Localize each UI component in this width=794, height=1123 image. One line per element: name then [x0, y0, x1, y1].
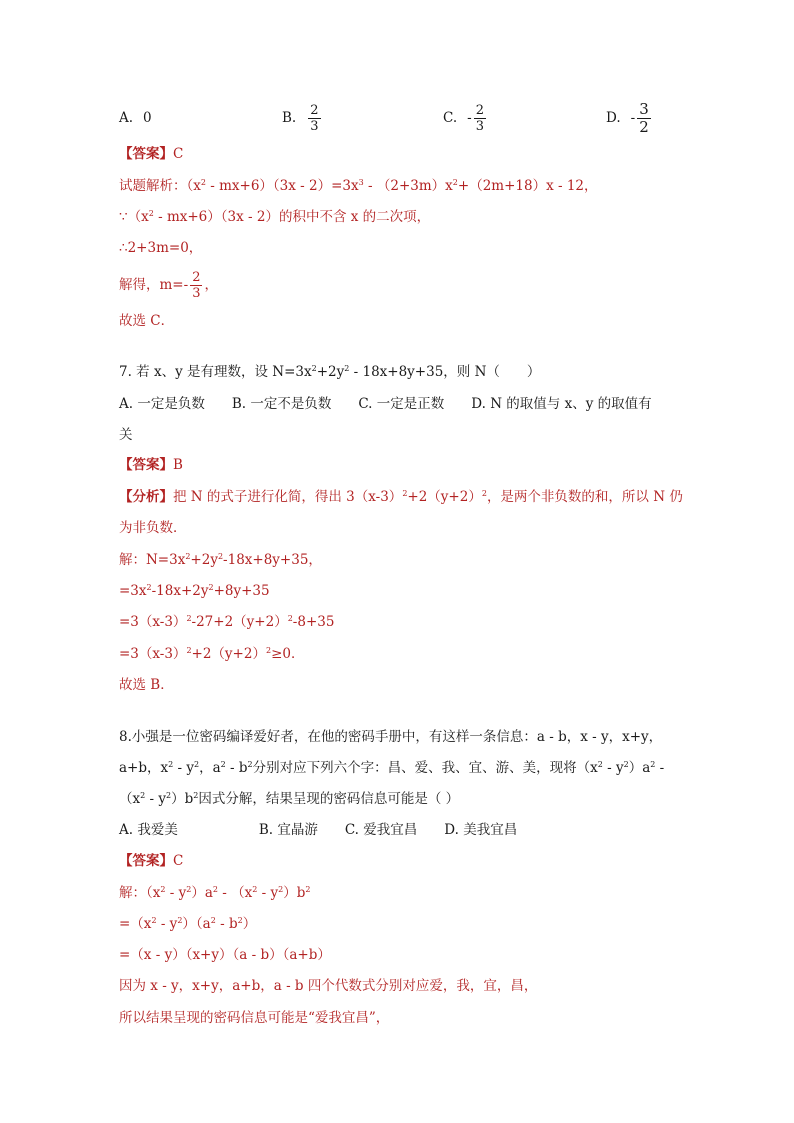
q6-conclusion: [119, 311, 174, 331]
text: 解得，m=: [119, 277, 184, 293]
exponent: 2: [305, 885, 311, 894]
q8-stem-line-1: [119, 727, 662, 747]
text: +8y+35: [213, 583, 270, 599]
text: 把 N 的式子进行化简，得出 3（x-3）: [173, 489, 403, 505]
text: -8+35: [292, 614, 335, 630]
text: ）a: [628, 760, 651, 776]
q6-option-d: [606, 98, 653, 138]
text: - y: [602, 760, 624, 776]
q7-solution-line-4: [119, 644, 304, 664]
q6-analysis-line-4: [119, 265, 218, 305]
text: 8.小强是一位密码编译爱好者，在他的密码手册中，有这样一条信息：a - b，x - y，x+y，: [119, 729, 663, 745]
exponent: 2: [166, 791, 172, 800]
minus-sign: -: [183, 277, 189, 293]
exponent: 2: [168, 760, 174, 769]
q7-solution-line-3: [119, 612, 334, 632]
exponent: 2: [186, 614, 192, 623]
text: ）a: [191, 885, 213, 901]
option-label: C.: [443, 110, 458, 126]
text: ∴2+3m=0，: [119, 240, 203, 256]
text: - y: [257, 885, 279, 901]
text: +2（y+2）: [407, 489, 482, 505]
text: 解：（x: [119, 885, 161, 901]
q8-stem-line-3: [119, 789, 459, 809]
text: - mx+6）（3x - 2）=3x: [205, 178, 359, 194]
exponent: 2: [287, 614, 293, 623]
text: +2（y+2）: [191, 646, 266, 662]
option-label: B.: [282, 110, 297, 126]
fraction-numerator: 3: [639, 99, 649, 118]
q8-solution-line-1: [119, 883, 310, 903]
text: A. 我爱美 B. 宜晶游 C. 爱我宜昌 D. 美我宜昌: [119, 822, 518, 838]
answer-value: C: [173, 853, 184, 869]
exponent: 2: [247, 760, 253, 769]
text: +2y: [190, 552, 218, 568]
exponent: 2: [177, 916, 183, 925]
text: ）b: [283, 885, 306, 901]
text: 解：N=3x: [119, 552, 186, 568]
text: - mx+6）（3x - 2）的积中不含 x 的二次项，: [153, 209, 431, 225]
option-value: 0: [143, 110, 152, 126]
q8-solution-line-5: [119, 1008, 389, 1028]
text: - 18x+8y+35，则 N（ ）: [349, 364, 541, 380]
text: =3（x-3）: [119, 646, 187, 662]
q7-answer: [119, 455, 183, 475]
fraction: [637, 101, 651, 136]
fraction-denominator: 2: [639, 117, 649, 136]
text: 试题解析：（x: [119, 178, 201, 194]
fraction-numerator: 2: [475, 102, 484, 118]
exponent: 2: [146, 583, 152, 592]
text: ）（a: [182, 916, 211, 932]
answer-value: B: [173, 457, 183, 473]
text: - （2+3m）x: [363, 178, 453, 194]
exponent: 3: [358, 178, 364, 187]
text: （x: [119, 791, 141, 807]
text: 为非负数．: [119, 520, 187, 536]
exponent: 2: [597, 760, 603, 769]
fraction: [308, 103, 320, 134]
answer-tag: 【答案】: [119, 853, 173, 869]
q6-analysis-line-2: [119, 207, 430, 227]
fraction-numerator: 2: [192, 269, 201, 285]
fraction: [474, 103, 486, 134]
q8-solution-line-2: [119, 914, 256, 934]
exponent: 2: [650, 760, 656, 769]
text: 因式分解，结果呈现的密码信息可能是（ ）: [198, 791, 460, 807]
text: - b: [225, 760, 248, 776]
exponent: 2: [217, 552, 224, 561]
q6-analysis-line-3: [119, 238, 202, 258]
exponent: 2: [402, 489, 408, 498]
text: - y: [165, 885, 187, 901]
exponent: 2: [220, 760, 226, 769]
q8-solution-line-4: [119, 976, 537, 996]
q8-solution-line-3: [119, 945, 331, 965]
text: =3（x-3）: [119, 614, 187, 630]
q6-analysis-line-1: [119, 176, 598, 196]
fraction-denominator: 3: [475, 118, 484, 134]
exponent: 2: [252, 885, 258, 894]
exponent: 2: [148, 209, 154, 218]
exponent: 2: [200, 178, 206, 187]
answer-value: C: [173, 146, 184, 162]
exponent: 2: [186, 646, 192, 655]
q8-answer: [119, 851, 183, 871]
q6-option-a: [119, 98, 152, 138]
exponent: 2: [311, 364, 317, 373]
q7-options-line-2: [119, 425, 133, 445]
q7-analysis-line-2: [119, 518, 187, 538]
fraction-denominator: 3: [310, 118, 319, 134]
q6-option-c: [443, 98, 488, 138]
text: 分别对应下列六个字：昌、爱、我、宜、游、美，现将（x: [252, 760, 598, 776]
option-label: A.: [119, 110, 134, 126]
exponent: 2: [185, 552, 191, 561]
text: -27+2（y+2）: [191, 614, 288, 630]
text: ≥0．: [271, 646, 305, 662]
q7-options-line-1: [119, 394, 652, 414]
exponent: 2: [265, 646, 272, 655]
text: 7. 若 x、y 是有理数，设 N=3x: [119, 364, 312, 380]
q7-conclusion: [119, 675, 174, 695]
q6-answer: [119, 144, 183, 164]
text: 关: [119, 427, 133, 443]
fraction-numerator: 2: [310, 102, 319, 118]
q6-option-b: [282, 98, 323, 138]
analysis-tag: 【分析】: [119, 489, 173, 505]
exponent: 2: [194, 760, 200, 769]
exponent: 2: [151, 916, 157, 925]
text: +（2m+18）x - 12，: [457, 178, 598, 194]
text: a+b，x: [119, 760, 169, 776]
text: =3x: [119, 583, 147, 599]
exponent: 2: [208, 583, 214, 592]
text: - y: [156, 916, 178, 932]
text: -18x+2y: [151, 583, 209, 599]
minus-sign: -: [630, 110, 636, 126]
text: 所以结果呈现的密码信息可能是“爱我宜昌”，: [119, 1010, 390, 1026]
answer-tag: 【答案】: [119, 146, 173, 162]
q8-stem-line-2: [119, 758, 664, 778]
text: 故选 B．: [119, 677, 174, 693]
text: ，: [204, 277, 218, 293]
text: -18x+8y+35，: [223, 552, 322, 568]
text: - y: [173, 760, 194, 776]
exponent: 2: [212, 885, 218, 894]
text: 故选 C．: [119, 313, 175, 329]
text: ∵（x: [119, 209, 149, 225]
text: ）: [242, 916, 257, 932]
exponent: 2: [278, 885, 284, 894]
answer-tag: 【答案】: [119, 457, 173, 473]
option-label: D.: [606, 110, 621, 126]
text: - y: [145, 791, 166, 807]
text: ，是两个非负数的和，所以 N 仍: [486, 489, 683, 505]
text: ，a: [199, 760, 221, 776]
exponent: 2: [210, 916, 216, 925]
q7-solution-line-2: [119, 581, 270, 601]
exponent: 2: [344, 364, 350, 373]
text: =（x: [119, 916, 152, 932]
text: A. 一定是负数 B. 一定不是负数 C. 一定是正数 D. N 的取值与 x、y 的取值有: [119, 396, 652, 412]
exponent: 2: [623, 760, 629, 769]
text: +2y: [316, 364, 345, 380]
text: -: [655, 760, 665, 776]
text: =（x - y）（x+y）（a - b）（a+b）: [119, 947, 331, 963]
minus-sign: -: [467, 110, 472, 126]
q7-stem: [119, 362, 540, 382]
q8-options: [119, 820, 517, 840]
exponent: 2: [481, 489, 487, 498]
exponent: 2: [452, 178, 458, 187]
text: 因为 x - y，x+y，a+b，a - b 四个代数式分别对应爱，我，宜，昌，: [119, 978, 538, 994]
text: - （x: [218, 885, 253, 901]
exponent: 2: [140, 791, 146, 800]
text: - b: [215, 916, 238, 932]
exponent: 2: [186, 885, 192, 894]
exponent: 2: [237, 916, 243, 925]
text: ）b: [171, 791, 194, 807]
exponent: 2: [160, 885, 166, 894]
q7-solution-line-1: [119, 550, 322, 570]
exponent: 2: [193, 791, 199, 800]
q7-analysis-line-1: [119, 487, 683, 507]
fraction: [190, 270, 202, 301]
fraction-denominator: 3: [192, 285, 201, 301]
